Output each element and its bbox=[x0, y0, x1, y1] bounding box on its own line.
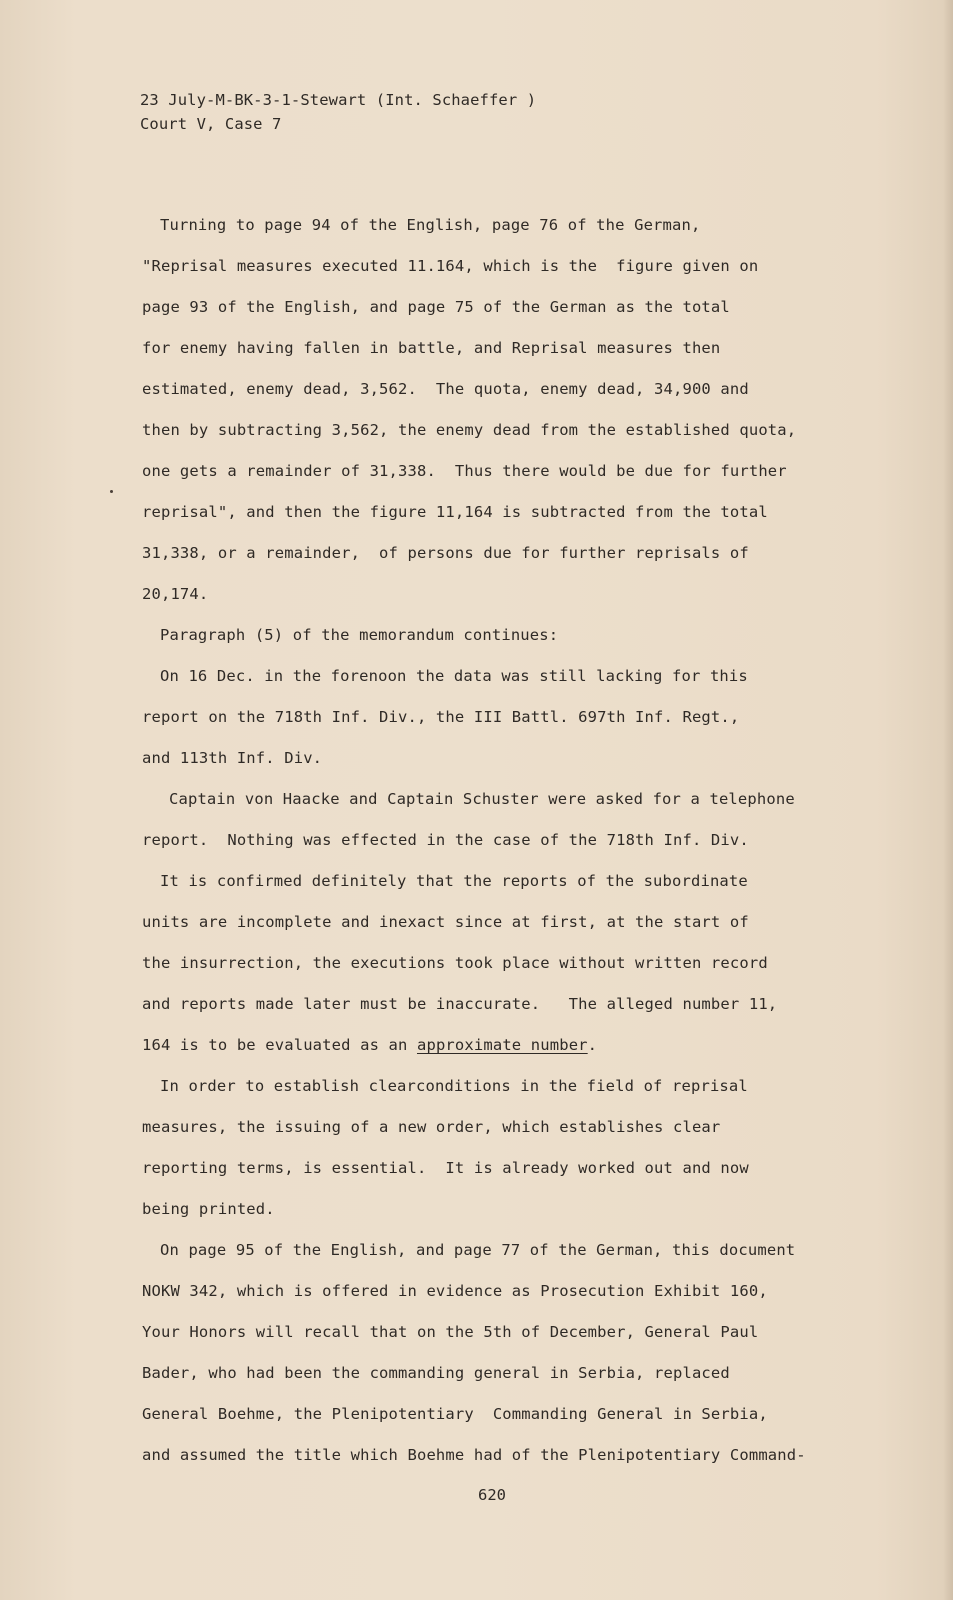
text-line-content: and 113th Inf. Div. bbox=[142, 749, 323, 767]
text-line-content: units are incomplete and inexact since at first, at the start of bbox=[142, 913, 749, 931]
text-line bbox=[142, 656, 862, 697]
underlined-phrase: approximate number bbox=[416, 1036, 588, 1054]
text-line-content: reporting terms, is essential. It is already worked out and now bbox=[142, 1159, 749, 1177]
text-line-content: 20,174. bbox=[142, 585, 209, 603]
text-line-content: 164 is to be evaluated as an bbox=[142, 1036, 417, 1054]
text-line-content: page 93 of the English, and page 75 of the German as the total bbox=[142, 298, 730, 316]
text-line-content: On 16 Dec. in the forenoon the data was still lacking for this bbox=[160, 667, 748, 685]
text-line bbox=[142, 1312, 862, 1353]
text-line-content: Bader, who had been the commanding general in Serbia, replaced bbox=[142, 1364, 730, 1382]
text-line bbox=[142, 410, 862, 451]
text-line-content: Turning to page 94 of the English, page 76 of the German, bbox=[160, 216, 701, 234]
text-line-content: report. Nothing was effected in the case of the 718th Inf. Div. bbox=[142, 831, 749, 849]
page-number: 620 bbox=[478, 1486, 506, 1504]
text-line bbox=[142, 369, 862, 410]
header-line-2: Court V, Case 7 bbox=[140, 115, 282, 133]
text-line bbox=[142, 287, 862, 328]
text-line-content: Your Honors will recall that on the 5th of December, General Paul bbox=[142, 1323, 759, 1341]
text-line-content: In order to establish clearconditions in the field of reprisal bbox=[160, 1077, 748, 1095]
text-line bbox=[142, 861, 862, 902]
text-line bbox=[142, 1066, 862, 1107]
text-line bbox=[142, 492, 862, 533]
text-line-content: measures, the issuing of a new order, which establishes clear bbox=[142, 1118, 721, 1136]
text-line-content: report on the 718th Inf. Div., the III Battl. 697th Inf. Regt., bbox=[142, 708, 740, 726]
text-line bbox=[142, 984, 862, 1025]
text-line bbox=[142, 820, 862, 861]
text-line-content: then by subtracting 3,562, the enemy dead from the established quota, bbox=[142, 421, 797, 439]
text-line bbox=[142, 1353, 862, 1394]
text-line-content: one gets a remainder of 31,338. Thus there would be due for further bbox=[142, 462, 787, 480]
text-line bbox=[142, 1107, 862, 1148]
text-line bbox=[142, 451, 862, 492]
text-line-content: General Boehme, the Plenipotentiary Commanding General in Serbia, bbox=[142, 1405, 768, 1423]
text-line-content: estimated, enemy dead, 3,562. The quota, enemy dead, 34,900 and bbox=[142, 380, 749, 398]
text-line-content: and reports made later must be inaccurate. The alleged number 11, bbox=[142, 995, 778, 1013]
text-line bbox=[142, 574, 862, 615]
text-line bbox=[142, 1435, 862, 1476]
text-line bbox=[142, 1394, 862, 1435]
text-line bbox=[142, 205, 862, 246]
text-line bbox=[142, 1148, 862, 1189]
text-line-content: Captain von Haacke and Captain Schuster were asked for a telephone bbox=[169, 790, 795, 808]
text-line bbox=[142, 615, 862, 656]
text-line-content: being printed. bbox=[142, 1200, 275, 1218]
header-line-1: 23 July-M-BK-3-1-Stewart (Int. Schaeffer ) bbox=[140, 91, 537, 109]
text-line-tail: . bbox=[587, 1036, 598, 1054]
text-line-content: for enemy having fallen in battle, and Reprisal measures then bbox=[142, 339, 721, 357]
text-line bbox=[142, 1230, 862, 1271]
text-line bbox=[142, 738, 862, 779]
document-header bbox=[140, 88, 536, 136]
text-line-content: reprisal", and then the figure 11,164 is subtracted from the total bbox=[142, 503, 768, 521]
text-line bbox=[142, 1025, 862, 1066]
text-line-content: It is confirmed definitely that the reports of the subordinate bbox=[160, 872, 748, 890]
text-line-content: and assumed the title which Boehme had of the Plenipotentiary Command- bbox=[142, 1446, 806, 1464]
text-line bbox=[142, 1271, 862, 1312]
text-line bbox=[142, 533, 862, 574]
text-line-content: On page 95 of the English, and page 77 of the German, this document bbox=[160, 1241, 796, 1259]
text-line-content: Paragraph (5) of the memorandum continues: bbox=[160, 626, 559, 644]
text-line-content: the insurrection, the executions took place without written record bbox=[142, 954, 768, 972]
text-line-content: 31,338, or a remainder, of persons due for further reprisals of bbox=[142, 544, 749, 562]
text-line bbox=[142, 902, 862, 943]
text-line bbox=[142, 328, 862, 369]
document-body bbox=[142, 205, 862, 1476]
stray-mark bbox=[110, 490, 113, 493]
text-line bbox=[142, 779, 862, 820]
text-line bbox=[142, 246, 862, 287]
text-line bbox=[142, 943, 862, 984]
text-line-content: NOKW 342, which is offered in evidence as Prosecution Exhibit 160, bbox=[142, 1282, 768, 1300]
text-line bbox=[142, 697, 862, 738]
text-line bbox=[142, 1189, 862, 1230]
text-line-content: "Reprisal measures executed 11.164, which is the figure given on bbox=[142, 257, 759, 275]
